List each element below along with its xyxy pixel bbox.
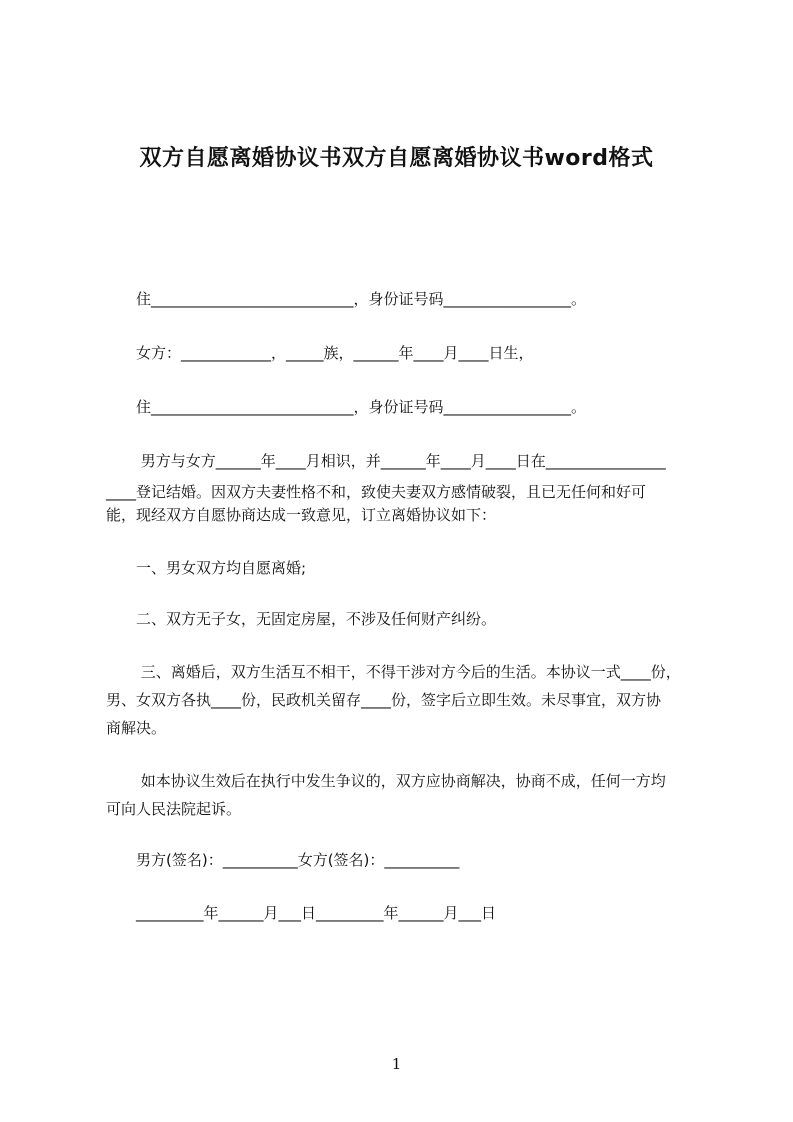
paragraph-line-residence-1: 住___________________________，身份证号码_________________。 bbox=[136, 290, 587, 308]
clause-one: 一、男女双方均自愿离婚; bbox=[136, 559, 307, 577]
page-number: 1 bbox=[391, 1055, 402, 1073]
dispute-clause-line-2: 可向人民法院起诉。 bbox=[106, 800, 242, 818]
clause-two: 二、双方无子女，无固定房屋，不涉及任何财产纠纷。 bbox=[136, 610, 497, 628]
date-line: _________年______月___日_________年______月___日 bbox=[136, 904, 497, 922]
paragraph-line-residence-2: 住___________________________，身份证号码_________________。 bbox=[136, 398, 587, 416]
dispute-clause-line-1: 如本协议生效后在执行中发生争议的，双方应协商解决，协商不成，任何一方均 bbox=[136, 772, 666, 790]
clause-three-line-1: 三、离婚后，双方生活互不相干，不得干涉对方今后的生活。本协议一式____份， bbox=[136, 663, 681, 681]
paragraph-line-marriage-registration: ____登记结婚。因双方夫妻性格不和，致使夫妻双方感情破裂，且已无任何和好可 bbox=[106, 483, 647, 501]
document-title: 双方自愿离婚协议书双方自愿离婚协议书word格式 bbox=[139, 146, 654, 171]
clause-three-line-2: 男、女双方各执____份，民政机关留存____份，签字后立即生效。未尽事宜，双方协 bbox=[106, 691, 662, 709]
paragraph-line-acquaintance: 男方与女方______年____月相识，并______年____月____日在________________ bbox=[136, 452, 666, 470]
paragraph-line-female-party: 女方：____________，_____族，______年____月____日生， bbox=[136, 344, 534, 362]
paragraph-line-agreement-intro: 能，现经双方自愿协商达成一致意见，订立离婚协议如下： bbox=[106, 506, 497, 524]
signature-line: 男方(签名)：__________女方(签名)：__________ bbox=[136, 851, 460, 869]
clause-three-line-3: 商解决。 bbox=[106, 719, 167, 737]
